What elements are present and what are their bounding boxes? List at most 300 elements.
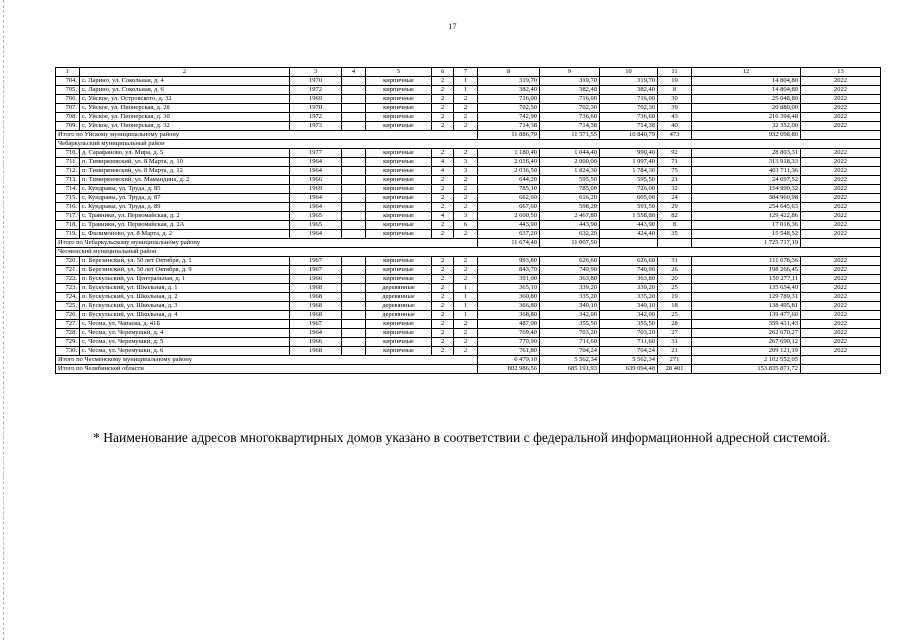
table-row [56,158,881,167]
table-cell: п. Бускульский, ул. Школьная, д. 4 [80,311,290,320]
table-cell: 2 000,00 [540,158,600,167]
table-cell: 2022 [801,320,881,329]
table-cell: 424,40 [600,230,658,239]
table-cell: 3 [454,212,478,221]
total-cell: 639 094,48 [600,365,658,374]
table-cell: кирпичные [366,86,432,95]
table-cell: 25 048,80 [692,95,801,104]
table-cell: 363,80 [600,275,658,284]
total-cell: 802 986,56 [478,365,540,374]
table-cell: 1966 [290,275,342,284]
table-cell: 1968 [290,284,342,293]
table-cell: 2 [454,338,478,347]
table-cell: 730. [56,347,80,356]
table-cell: 1 784,30 [600,167,658,176]
table-cell: 32 [658,185,692,194]
table-cell: кирпичные [366,77,432,86]
table-cell: п. Бускульский, ул. Школьная, д. 3 [80,302,290,311]
table-cell [342,86,366,95]
table-cell: 2022 [801,212,881,221]
total-row [56,131,881,140]
header-cell: 2 [80,68,290,77]
table-cell: 4 [432,212,454,221]
table-cell: 2022 [801,122,881,131]
table-cell: 726. [56,311,80,320]
table-cell: 729. [56,338,80,347]
table-cell: 29 [658,203,692,212]
table-cell: 736,60 [600,113,658,122]
table-cell: 1972 [290,86,342,95]
table-cell [342,302,366,311]
table-cell: 209 121,19 [692,347,801,356]
section-heading: Чебаркульский муниципальный район [56,140,881,149]
table-cell: 2 [432,194,454,203]
table-cell: 591,50 [600,203,658,212]
header-cell: 4 [342,68,366,77]
table-cell: 626,60 [540,257,600,266]
table-cell: 1 [454,302,478,311]
table-cell: 2022 [801,158,881,167]
table-row [56,329,881,338]
table-cell: 254 645,63 [692,203,801,212]
table-cell: деревянные [366,284,432,293]
table-cell: 715. [56,194,80,203]
table-row [56,347,881,356]
table-cell: кирпичные [366,347,432,356]
housing-table [55,67,881,374]
table-cell: 39 [658,104,692,113]
table-cell: 382,40 [540,86,600,95]
table-cell: кирпичные [366,212,432,221]
table-cell: 8 [658,86,692,95]
table-cell [342,347,366,356]
table-cell: 138 495,81 [692,302,801,311]
total-label: Итого по Чебаркульскому муниципальному району [56,239,478,248]
table-cell: 2 [454,329,478,338]
table-cell: 1968 [290,302,342,311]
table-cell: 2022 [801,176,881,185]
table-cell: 714,38 [540,122,600,131]
table-cell: 785,00 [540,185,600,194]
table-cell: 35 [658,230,692,239]
table-cell: 71 [658,158,692,167]
table-cell: деревянные [366,293,432,302]
table-cell: 740,90 [600,266,658,275]
table-cell [342,113,366,122]
table-cell: 1977 [290,149,342,158]
table-cell: 27 [658,329,692,338]
table-cell: 1968 [290,347,342,356]
table-cell [342,203,366,212]
table-cell: с. Чесма, ул. Черемушки, д. 6 [80,347,290,356]
total-label: Итого по Чесменскому муниципальному району [56,356,478,365]
table-cell: 1973 [290,122,342,131]
table-cell: 595,50 [600,176,658,185]
table-cell: кирпичные [366,230,432,239]
table-cell: 761,80 [478,347,540,356]
table-cell: с. Уйское, ул. Островского, д. 32 [80,95,290,104]
total-cell: 271 [658,356,692,365]
total-cell: 685 191,93 [540,365,600,374]
table-cell: 713. [56,176,80,185]
header-cell: 6 [432,68,454,77]
table-row [56,257,881,266]
total-cell: 932 098,80 [692,131,801,140]
total-cell: 5 562,34 [600,356,658,365]
table-cell: п. Тимирязевский, ул. Мамандина, д. 2 [80,176,290,185]
table-cell: 712. [56,167,80,176]
table-cell: 716. [56,203,80,212]
table-cell: 82 [658,212,692,221]
section-heading-row [56,140,881,149]
total-label: Итого по Уйскому муниципальному району [56,131,478,140]
table-cell: 2 [432,230,454,239]
table-cell: 2 [432,311,454,320]
table-cell: 1972 [290,113,342,122]
table-cell: 2 [432,347,454,356]
table-cell: 360,80 [478,293,540,302]
table-cell: 40 [658,122,692,131]
table-cell: 1 997,40 [600,158,658,167]
table-cell: 2 [454,266,478,275]
table-cell: 2 [432,293,454,302]
table-cell [342,338,366,347]
table-row [56,77,881,86]
table-row [56,311,881,320]
table-cell: кирпичные [366,176,432,185]
table-row [56,86,881,95]
table-cell [342,176,366,185]
table-cell: 708. [56,113,80,122]
table-body [56,68,881,374]
table-cell: кирпичные [366,149,432,158]
table-cell: 4 [432,158,454,167]
table-cell [342,212,366,221]
table-cell: 703,20 [600,329,658,338]
table-cell [342,230,366,239]
table-cell: 728. [56,329,80,338]
table-cell: 2022 [801,293,881,302]
table-cell: 714,38 [478,122,540,131]
table-cell: 662,60 [478,194,540,203]
table-cell: 1 [454,86,478,95]
table-cell: 2022 [801,149,881,158]
total-cell [600,239,658,248]
table-cell: 319,70 [600,77,658,86]
table-cell: 1970 [290,104,342,113]
table-cell: 726,00 [600,185,658,194]
table-row [56,221,881,230]
table-cell: 262 670,27 [692,329,801,338]
table-cell: 28 [658,320,692,329]
table-row [56,167,881,176]
table-cell: 135 654,40 [692,284,801,293]
table-cell: 704,24 [600,347,658,356]
table-cell: 21 [658,347,692,356]
table-cell: 1968 [290,293,342,302]
table-cell: 1966 [290,338,342,347]
table-cell: 727. [56,320,80,329]
header-row [56,68,881,77]
table-cell: 14 804,80 [692,86,801,95]
table-cell: 111 678,36 [692,257,801,266]
total-cell: 1 725 717,19 [692,239,801,248]
table-row [56,95,881,104]
table-cell: 384 960,98 [692,194,801,203]
table-cell: 2 [432,320,454,329]
table-cell: п. Бускульский, ул. Школьная, д. 1 [80,284,290,293]
table-cell: 339,20 [540,284,600,293]
table-cell: 1964 [290,194,342,203]
table-cell: 605,00 [600,194,658,203]
table-cell: 216 394,48 [692,113,801,122]
table-cell: 742,90 [478,113,540,122]
table-cell: 339,20 [600,284,658,293]
table-row [56,203,881,212]
table-cell: 4 [432,167,454,176]
table-cell: 770,90 [478,338,540,347]
table-cell: 716,00 [478,95,540,104]
table-cell: 1964 [290,230,342,239]
table-cell: 667,60 [478,203,540,212]
total-cell: 153 835 871,72 [692,365,801,374]
table-cell: 725. [56,302,80,311]
table-cell: кирпичные [366,113,432,122]
table-cell: 342,00 [600,311,658,320]
table-cell: п. Березинский, ул. 50 лет Октября, д. 1 [80,257,290,266]
table-cell: 382,40 [600,86,658,95]
table-cell: 2 016,40 [478,158,540,167]
table-cell: 2022 [801,329,881,338]
header-cell: 11 [658,68,692,77]
table-row [56,194,881,203]
table-cell: 1965 [290,212,342,221]
section-heading-row [56,248,881,257]
table-cell: 443,90 [478,221,540,230]
table-cell: 626,60 [600,257,658,266]
table-cell: 359 431,43 [692,320,801,329]
table-cell: 719. [56,230,80,239]
table-cell: 2 [432,95,454,104]
table-cell: 26 [658,266,692,275]
header-cell: 5 [366,68,432,77]
table-cell: 267 690,12 [692,338,801,347]
table-cell: 19 [658,77,692,86]
table-cell: кирпичные [366,194,432,203]
table-cell [342,257,366,266]
table-cell: 313 918,33 [692,158,801,167]
table-cell: с. Уйское, ул. Пионерская, д. 30 [80,113,290,122]
table-cell: 716,00 [600,95,658,104]
table-row [56,122,881,131]
total-cell: 5 562,34 [540,356,600,365]
table-cell: деревянные [366,302,432,311]
table-cell [342,275,366,284]
table-row [56,230,881,239]
table-row [56,338,881,347]
table-cell: 2 600,50 [478,212,540,221]
table-cell: 721. [56,266,80,275]
table-cell: 2 [432,338,454,347]
total-cell: 2 102 552,05 [692,356,801,365]
table-cell [342,293,366,302]
table-cell: 319,70 [540,77,600,86]
table-cell: п. Бускульский, ул. Школьная, д. 2 [80,293,290,302]
table-cell [342,185,366,194]
table-cell: 702,30 [600,104,658,113]
table-cell: 785,10 [478,185,540,194]
table-cell: 2022 [801,86,881,95]
table-cell: 1 [454,284,478,293]
table-cell: 28 803,31 [692,149,801,158]
total-cell: 11 886,79 [478,131,540,140]
table-row [56,284,881,293]
table-cell: с. Уйское, ул. Пионерская, д. 32 [80,122,290,131]
table-cell: 2 [432,113,454,122]
table-cell: 342,00 [540,311,600,320]
table-cell: п. Бускульский, ул. Центральная, д. 1 [80,275,290,284]
table-cell: 18 [658,302,692,311]
table-cell: 1969 [290,95,342,104]
table-cell: п. Тимирязевский, ул. 8 Марта, д. 10 [80,158,290,167]
table-cell: 2022 [801,104,881,113]
table-cell: 595,50 [540,176,600,185]
table-row [56,320,881,329]
table-cell: 2022 [801,347,881,356]
table-cell [342,95,366,104]
table-cell [342,311,366,320]
table-cell: 598,20 [540,203,600,212]
table-cell: с. Травники, ул. Первомайская, д. 2 [80,212,290,221]
table-cell: 1969 [290,185,342,194]
table-cell: 1 180,40 [478,149,540,158]
table-cell: с. Чесма, ул. Черемушки, д. 4 [80,329,290,338]
table-cell: 25 [658,284,692,293]
table-cell: 2022 [801,113,881,122]
table-cell: 702,50 [478,104,540,113]
table-cell: 363,80 [540,275,600,284]
table-cell: 1 [454,293,478,302]
table-cell [342,221,366,230]
table-cell: 1 824,30 [540,167,600,176]
table-cell: 1 044,40 [540,149,600,158]
table-cell: 2022 [801,302,881,311]
table-cell: 340,10 [540,302,600,311]
table-cell: 2 [432,266,454,275]
table-cell: 711,60 [540,338,600,347]
table-cell [342,158,366,167]
table-cell: 2022 [801,167,881,176]
table-cell: 19 [658,293,692,302]
table-cell: 3 [454,158,478,167]
table-cell: 129 789,31 [692,293,801,302]
table-cell: 716,00 [540,95,600,104]
table-cell: 2 [454,176,478,185]
table-cell: 2 [454,230,478,239]
table-cell: 2022 [801,185,881,194]
table-cell: 139 477,60 [692,311,801,320]
table-cell: 15 548,52 [692,230,801,239]
table-cell: 355,50 [600,320,658,329]
table-cell: 335,20 [600,293,658,302]
table-cell: 92 [658,149,692,158]
table-cell [342,122,366,131]
total-cell: 11 674,40 [478,239,540,248]
table-cell: кирпичные [366,104,432,113]
table-cell [342,167,366,176]
table-cell: 723. [56,284,80,293]
table-cell: 1967 [290,266,342,275]
table-cell: кирпичные [366,275,432,284]
table-cell: 717. [56,212,80,221]
table-cell: 2 [432,86,454,95]
table-cell: 319,70 [478,77,540,86]
table-cell: п. Тимирязевский, ул. 8 Марта, д. 12 [80,167,290,176]
table-cell: 2 [432,185,454,194]
total-cell: 11 571,55 [540,131,600,140]
table-cell: 31 [658,338,692,347]
table-cell: 2022 [801,95,881,104]
table-cell: 43 [658,113,692,122]
table-cell: 1970 [290,77,342,86]
table-cell: 616,20 [540,194,600,203]
table-cell: 736,60 [540,113,600,122]
table-cell: 704. [56,77,80,86]
total-cell-empty [801,365,881,374]
table-cell [342,104,366,113]
table-cell: 2022 [801,311,881,320]
table-cell: 1966 [290,176,342,185]
table-cell [342,77,366,86]
table-cell: 2 [454,122,478,131]
table-cell: с. Кундравы, ул. Труда, д. 87 [80,194,290,203]
table-cell: 2 [432,275,454,284]
table-cell: 6 [454,221,478,230]
total-row [56,356,881,365]
total-cell: 473 [658,131,692,140]
table-cell [342,194,366,203]
table-cell: 2 [432,221,454,230]
table-row [56,185,881,194]
table-cell: 2022 [801,221,881,230]
header-cell: 10 [600,68,658,77]
table-cell: с. Чесма, ул. Черемушки, д. 5 [80,338,290,347]
table-cell: с. Ларино, ул. Сокольная, д. 6 [80,86,290,95]
table-cell: 993,80 [478,257,540,266]
table-cell: 632,20 [540,230,600,239]
table-cell: кирпичные [366,167,432,176]
table-cell: 2022 [801,257,881,266]
table-cell: 1965 [290,221,342,230]
table-row [56,176,881,185]
table-cell: кирпичные [366,329,432,338]
table-cell: 2 [454,104,478,113]
page-number: 17 [448,22,457,31]
table-cell: 368,80 [478,311,540,320]
table-cell: 1967 [290,257,342,266]
table-cell [342,149,366,158]
table-cell: 2 [454,95,478,104]
table-cell: 718. [56,221,80,230]
table-cell: 443,90 [540,221,600,230]
header-cell: 7 [454,68,478,77]
table-cell: с. Чесма, ул. Чапаева, д. 41Б [80,320,290,329]
total-cell [658,239,692,248]
total-cell: 10 840,79 [600,131,658,140]
total-row [56,239,881,248]
table-cell: 2 [432,329,454,338]
total-cell-empty [801,356,881,365]
